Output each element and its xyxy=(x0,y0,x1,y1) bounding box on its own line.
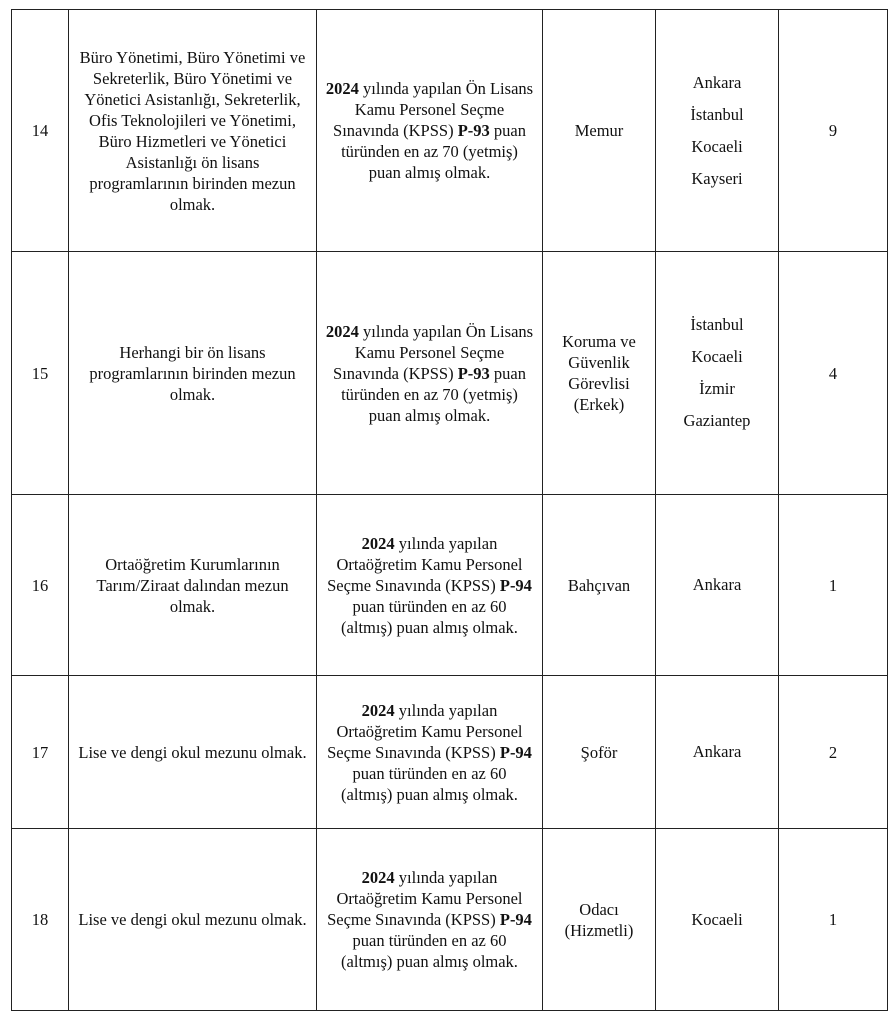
requirement-cell: Lise ve dengi okul mezunu olmak. xyxy=(69,676,317,829)
requirement-cell: Ortaöğretim Kurumlarının Tarım/Ziraat dalından mezun olmak. xyxy=(69,495,317,676)
exam-text-2: puan türünden en az 60 (altmış) puan almış olmak. xyxy=(341,763,518,804)
exam-text-2: puan türünden en az 60 (altmış) puan almış olmak. xyxy=(341,931,518,971)
city: Gaziantep xyxy=(683,411,751,430)
count-cell: 1 xyxy=(779,829,888,1011)
count-cell: 4 xyxy=(779,252,888,495)
table-row xyxy=(12,495,888,676)
exam-score-type: P-93 xyxy=(457,363,490,383)
row-number: 15 xyxy=(12,252,69,495)
city: Kocaeli xyxy=(691,347,743,366)
count-cell: 9 xyxy=(779,10,888,252)
row-number: 16 xyxy=(12,495,69,676)
exam-text-1: yılında yapılan Ön Lisans Kamu Personel Seçme Sınavında (KPSS) xyxy=(333,321,534,383)
requirement-cell: Büro Yönetimi, Büro Yönetimi ve Sekreterlik, Büro Yönetimi ve Yönetici Asistanlığı, Sekreterlik, Ofis Teknolojileri ve Yönetimi, Büro Hizmetleri ve Yönetici Asistanlığı ön lisans programlarının birinden mezun olmak. xyxy=(69,10,317,252)
city: Ankara xyxy=(692,742,742,761)
exam-text-2: puan türünden en az 70 (yetmiş) puan almış olmak. xyxy=(341,121,526,182)
exam-year: 2024 xyxy=(361,868,395,887)
table-row xyxy=(12,252,888,495)
exam-year: 2024 xyxy=(325,79,359,98)
table-row xyxy=(12,10,888,252)
position-cell: Memur xyxy=(543,10,656,252)
city: Kocaeli xyxy=(691,909,743,929)
requirement-cell: Lise ve dengi okul mezunu olmak. xyxy=(69,829,317,1011)
city: Ankara xyxy=(692,72,742,92)
row-number: 17 xyxy=(12,676,69,829)
exam-score-type: P-94 xyxy=(499,742,532,762)
count-cell: 2 xyxy=(779,676,888,829)
exam-score-type: P-94 xyxy=(499,575,532,595)
exam-cell xyxy=(317,252,543,495)
city: Kayseri xyxy=(691,168,743,188)
exam-text-2: puan türünden en az 60 (altmış) puan almış olmak. xyxy=(341,596,518,637)
exam-year: 2024 xyxy=(325,321,359,341)
table-row xyxy=(12,676,888,829)
exam-score-type: P-94 xyxy=(499,910,532,929)
exam-score-type: P-93 xyxy=(457,121,490,140)
city: İzmir xyxy=(699,379,735,398)
city-cell xyxy=(656,495,779,676)
count-cell: 1 xyxy=(779,495,888,676)
exam-cell xyxy=(317,676,543,829)
exam-year: 2024 xyxy=(361,700,395,720)
exam-text-1: yılında yapılan Ortaöğretim Kamu Personel Seçme Sınavında (KPSS) xyxy=(327,700,523,762)
position-cell: Odacı (Hizmetli) xyxy=(543,829,656,1011)
city-cell xyxy=(656,252,779,495)
table-body xyxy=(12,10,888,1011)
city: Ankara xyxy=(692,575,742,594)
exam-text-1: yılında yapılan Ortaöğretim Kamu Personel Seçme Sınavında (KPSS) xyxy=(327,533,523,595)
exam-text-1: yılında yapılan Ortaöğretim Kamu Personel Seçme Sınavında (KPSS) xyxy=(327,868,523,929)
position-cell: Şoför xyxy=(543,676,656,829)
row-number: 18 xyxy=(12,829,69,1011)
city: Kocaeli xyxy=(691,136,743,156)
exam-cell xyxy=(317,495,543,676)
positions-table xyxy=(11,9,888,1011)
table-row xyxy=(12,829,888,1011)
city: İstanbul xyxy=(690,104,744,124)
city: İstanbul xyxy=(690,315,744,334)
position-cell: Koruma ve Güvenlik Görevlisi (Erkek) xyxy=(543,252,656,495)
row-number: 14 xyxy=(12,10,69,252)
exam-text-1: yılında yapılan Ön Lisans Kamu Personel Seçme Sınavında (KPSS) xyxy=(333,79,534,140)
position-cell: Bahçıvan xyxy=(543,495,656,676)
city-cell xyxy=(656,676,779,829)
exam-cell xyxy=(317,10,543,252)
exam-year: 2024 xyxy=(361,533,395,553)
city-cell xyxy=(656,10,779,252)
exam-cell xyxy=(317,829,543,1011)
exam-text-2: puan türünden en az 70 (yetmiş) puan almış olmak. xyxy=(341,363,526,425)
city-cell xyxy=(656,829,779,1011)
requirement-cell: Herhangi bir ön lisans programlarının birinden mezun olmak. xyxy=(69,252,317,495)
